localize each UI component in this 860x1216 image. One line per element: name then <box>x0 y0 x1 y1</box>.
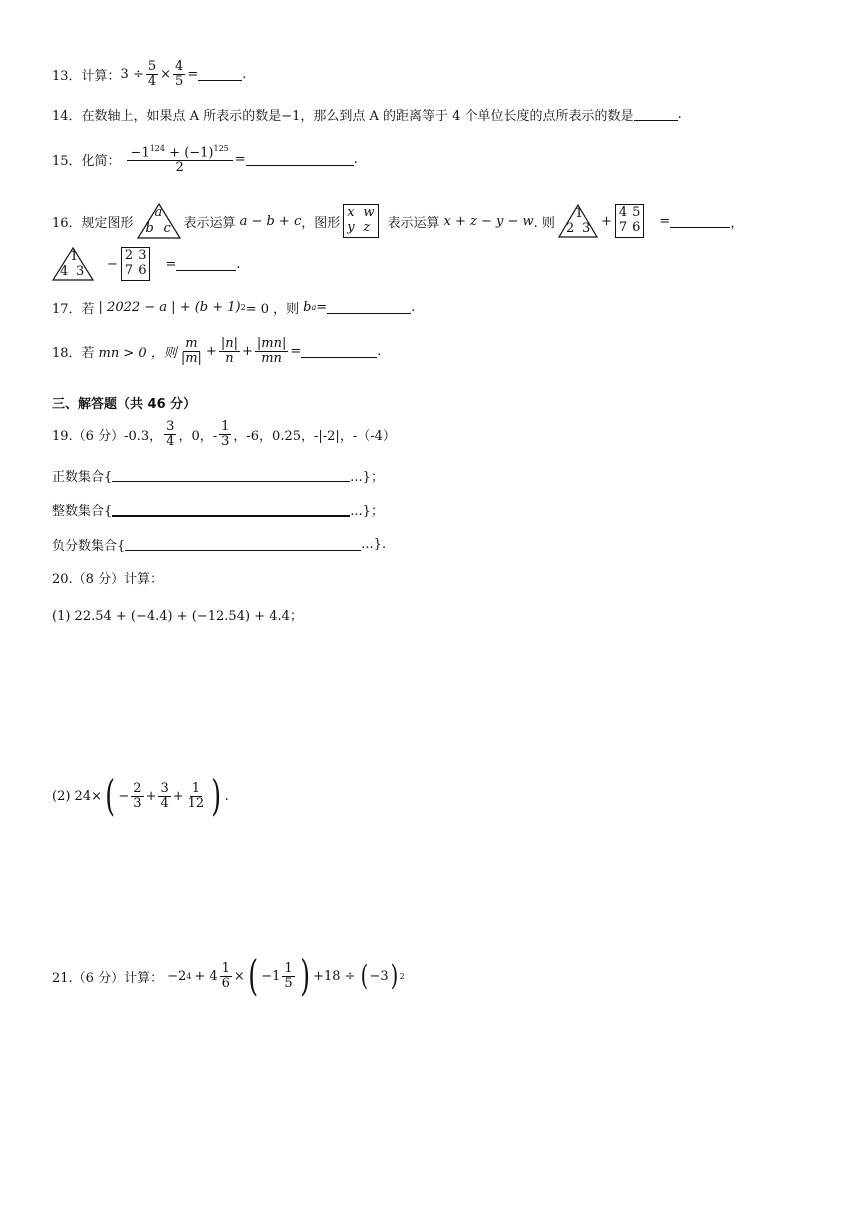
question-20-title: 20.（8 分）计算： <box>52 572 164 587</box>
box-figure: 2 3 7 6 <box>121 247 151 281</box>
section-heading: 三、解答题（共 46 分） <box>52 397 197 412</box>
question-17: 17．若 | 2022 − a | + (b + 1) 2 = 0 ，则 b a = . <box>52 300 416 317</box>
question-15: 15．化简： $\frac{-1^{124} + (-1)^{125}}{2}$ = . <box>52 144 358 175</box>
answer-blank[interactable] <box>198 68 242 81</box>
fraction: $\frac{3}{4}$ <box>166 419 175 449</box>
answer-blank[interactable] <box>125 538 361 551</box>
fraction: $\frac{5}{4}$ <box>147 59 157 89</box>
answer-blank[interactable] <box>634 108 678 121</box>
fraction: $\frac{2}{3}$ <box>133 780 142 811</box>
question-14: 14．在数轴上，如果点 A 所表示的数是−1，那么到点 A 的距离等于 4 个单位长度的点所表示的数是 . <box>52 107 682 124</box>
fraction: $\frac{1}{6}$ <box>221 960 230 991</box>
answer-blank[interactable] <box>246 153 354 166</box>
box-figure: x w y z <box>343 204 378 238</box>
q13-label: 13．计算： <box>52 68 121 84</box>
question-18: 18．若 mn > 0 ，则 $\frac{m}{|m|}$ + $\frac{|n|}{n}$ + $\frac{|mn|}{mn}$ = . <box>52 336 382 366</box>
fraction: $\frac{4}{5}$ <box>175 59 184 89</box>
fraction: $\frac{|mn|}{mn}$ <box>256 336 287 366</box>
question-21: 21.（6 分）计算： −2 4 + 4 $\frac{1}{6}$ × ( −1 $\frac{1}{5}$ ) +18 ÷ ( −3 ) 2 <box>52 951 405 1000</box>
negative-fraction-set-row: 负分数集合{ ...}. <box>52 537 387 554</box>
triangle-figure: 1 4 3 <box>52 247 94 281</box>
integer-set-row: 整数集合{ ...}； <box>52 504 384 519</box>
q14-text: 14．在数轴上，如果点 A 所表示的数是−1，那么到点 A 的距离等于 4 个单位长度的点所表示的数是 <box>52 109 634 124</box>
fraction: $\frac{3}{4}$ <box>160 780 169 811</box>
answer-blank[interactable] <box>176 258 236 271</box>
fraction: $\frac{1}{12}$ <box>187 780 205 811</box>
positive-set-row: 正数集合{ ...}； <box>52 470 384 485</box>
question-16: 16．规定图形 a b c 表示运算 a − b + c ，图形 x w y z 表示运算 x + z − y − w . 则 1 2 3 + 4 5 7 6 = ， <box>52 203 743 239</box>
triangle-figure: a b c <box>137 203 181 239</box>
answer-blank[interactable] <box>112 503 350 517</box>
fraction: $\frac{-1^{124} + (-1)^{125}}{2}$ <box>127 145 233 175</box>
question-20-part2: (2) 24× ( − $\frac{2}{3}$ + $\frac{3}{4}$ + $\frac{1}{12}$ ) . <box>52 771 229 820</box>
question-20-part1: (1) 22.54 + (−4.4) + (−12.54) + 4.4； <box>52 609 303 624</box>
fraction: $\frac{|n|}{n}$ <box>220 336 238 366</box>
answer-blank[interactable] <box>670 215 730 228</box>
answer-blank[interactable] <box>112 469 350 482</box>
answer-blank[interactable] <box>301 345 377 358</box>
answer-blank[interactable] <box>327 301 411 314</box>
question-19: 19.（6 分）-0.3， $\frac{3}{4}$ ，0，- $\frac{1}{3}$ ，-6，0.25，-|-2|，-（-4） <box>52 419 396 449</box>
question-13: 13．计算： 3 ÷ $\frac{5}{4}$ × $\frac{4}{5}$ = . <box>52 59 247 89</box>
box-figure: 4 5 7 6 <box>615 204 645 238</box>
fraction: $\frac{1}{3}$ <box>221 419 230 449</box>
question-16-line2: 1 4 3 − 2 3 7 6 = . <box>52 247 241 281</box>
fraction: $\frac{1}{5}$ <box>284 960 293 991</box>
fraction: $\frac{m}{|m|}$ <box>180 336 202 366</box>
triangle-figure: 1 2 3 <box>558 204 598 238</box>
